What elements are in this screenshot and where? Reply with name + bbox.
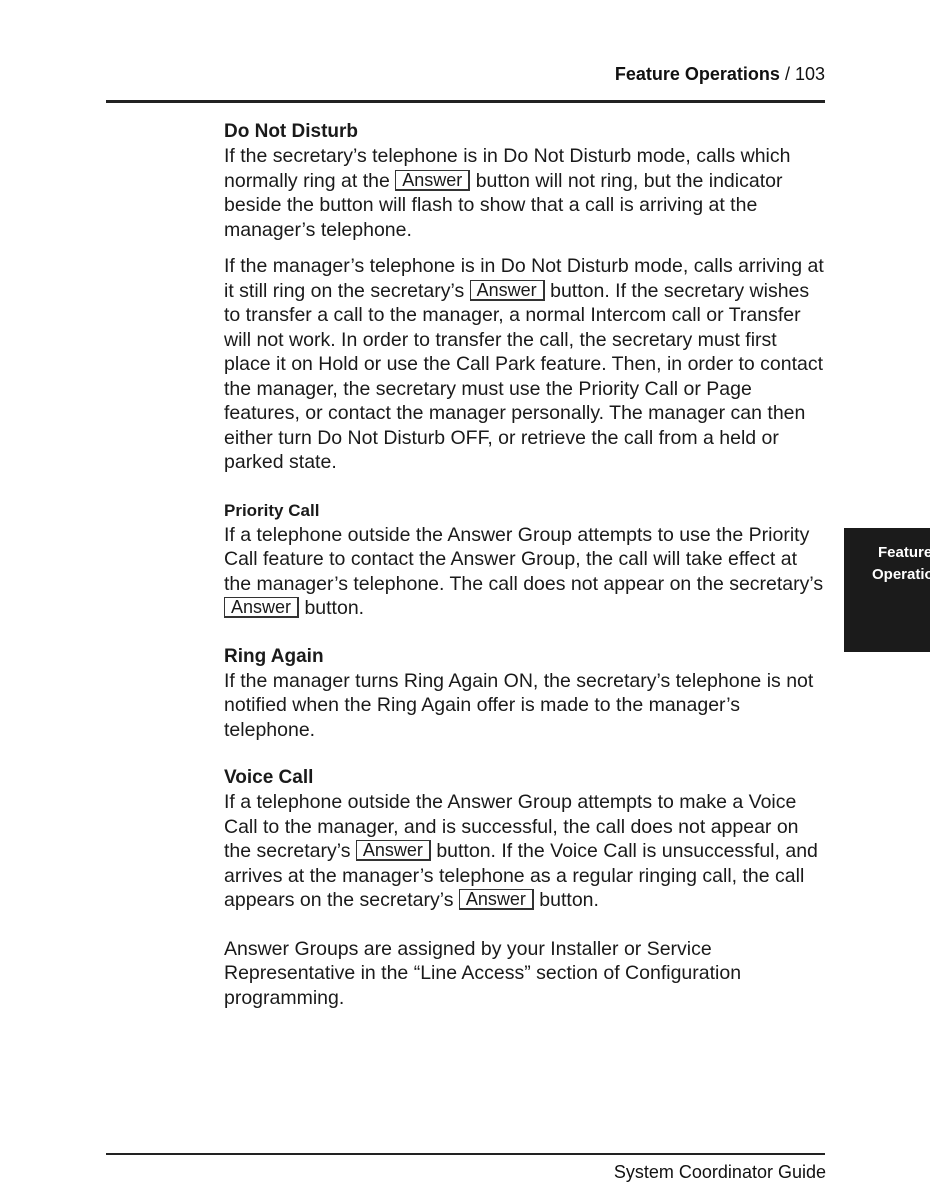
text-run: button. bbox=[299, 597, 365, 619]
paragraph-ring-again: If the manager turns Ring Again ON, the secretary’s telephone is not notified when the Ring Again offer is made to the manager’s telephone. bbox=[224, 669, 814, 741]
text-run: button. If the secretary wishes to transfer a call to the manager, a normal Intercom call or Transfer will not work. In order to transfer the call, the secretary must first place it on Hold or use the Call Park feature. Then, in order to contact the manager, the secretary must use the Priority Call or Page features, or contact the manager personally. The manager can then either turn Do Not Disturb OFF, or retrieve the call from a held or parked state. bbox=[224, 279, 824, 473]
footer-title: System Coordinator Guide bbox=[613, 1162, 826, 1182]
tab-label-line1: Feature bbox=[878, 544, 933, 561]
paragraph-dnd-manager bbox=[224, 254, 824, 475]
text-run: button. bbox=[533, 889, 599, 911]
heading-do-not-disturb: Do Not Disturb bbox=[224, 121, 359, 142]
header-rule bbox=[106, 100, 825, 103]
tab-label-line2: Operations bbox=[872, 566, 952, 583]
answer-key-label: Answer bbox=[470, 280, 545, 301]
section-thumb-tab bbox=[844, 528, 952, 652]
footer-rule bbox=[106, 1153, 825, 1155]
answer-key-label: Answer bbox=[224, 597, 299, 618]
text-run: If the manager’s telephone is in Do Not Disturb mode, calls arriving at it still ring on the secretary’s bbox=[224, 255, 824, 302]
page-body bbox=[224, 120, 824, 1010]
running-header bbox=[615, 64, 825, 85]
heading-voice-call: Voice Call bbox=[224, 767, 314, 788]
text-run: If the secretary’s telephone is in Do Not Disturb mode, calls which normally ring at the bbox=[224, 145, 791, 192]
heading-ring-again: Ring Again bbox=[224, 645, 324, 667]
header-section-title: Feature Operations bbox=[614, 64, 780, 84]
paragraph-voice-call bbox=[224, 790, 824, 913]
paragraph-dnd-secretary bbox=[224, 144, 824, 242]
page-number: 103 bbox=[794, 64, 825, 84]
text-run: button will not ring, but the indicator beside the button will flash to show that a call is arriving at the manager’s telephone. bbox=[224, 169, 783, 241]
header-separator: / bbox=[779, 64, 795, 84]
text-run: button. If the Voice Call is unsuccessful, and arrives at the manager’s telephone as a regular ringing call, the call appears on the secretary’s bbox=[224, 840, 818, 911]
paragraph-priority-call bbox=[224, 523, 824, 621]
paragraph-closing-note: Answer Groups are assigned by your Installer or Service Representative in the “Line Access” section of Configuration programming. bbox=[224, 937, 742, 1009]
text-run: If a telephone outside the Answer Group attempts to make a Voice Call to the manager, and is successful, the call does not appear on the secretary’s bbox=[224, 791, 799, 862]
heading-priority-call: Priority Call bbox=[224, 500, 320, 520]
answer-key-label: Answer bbox=[356, 840, 431, 861]
answer-key-label: Answer bbox=[395, 170, 470, 191]
answer-key-label: Answer bbox=[459, 889, 534, 910]
text-run: If a telephone outside the Answer Group attempts to use the Priority Call feature to contact the Answer Group, the call will take effect at the manager’s telephone. The call does not appear on the secretary’s bbox=[224, 523, 824, 595]
